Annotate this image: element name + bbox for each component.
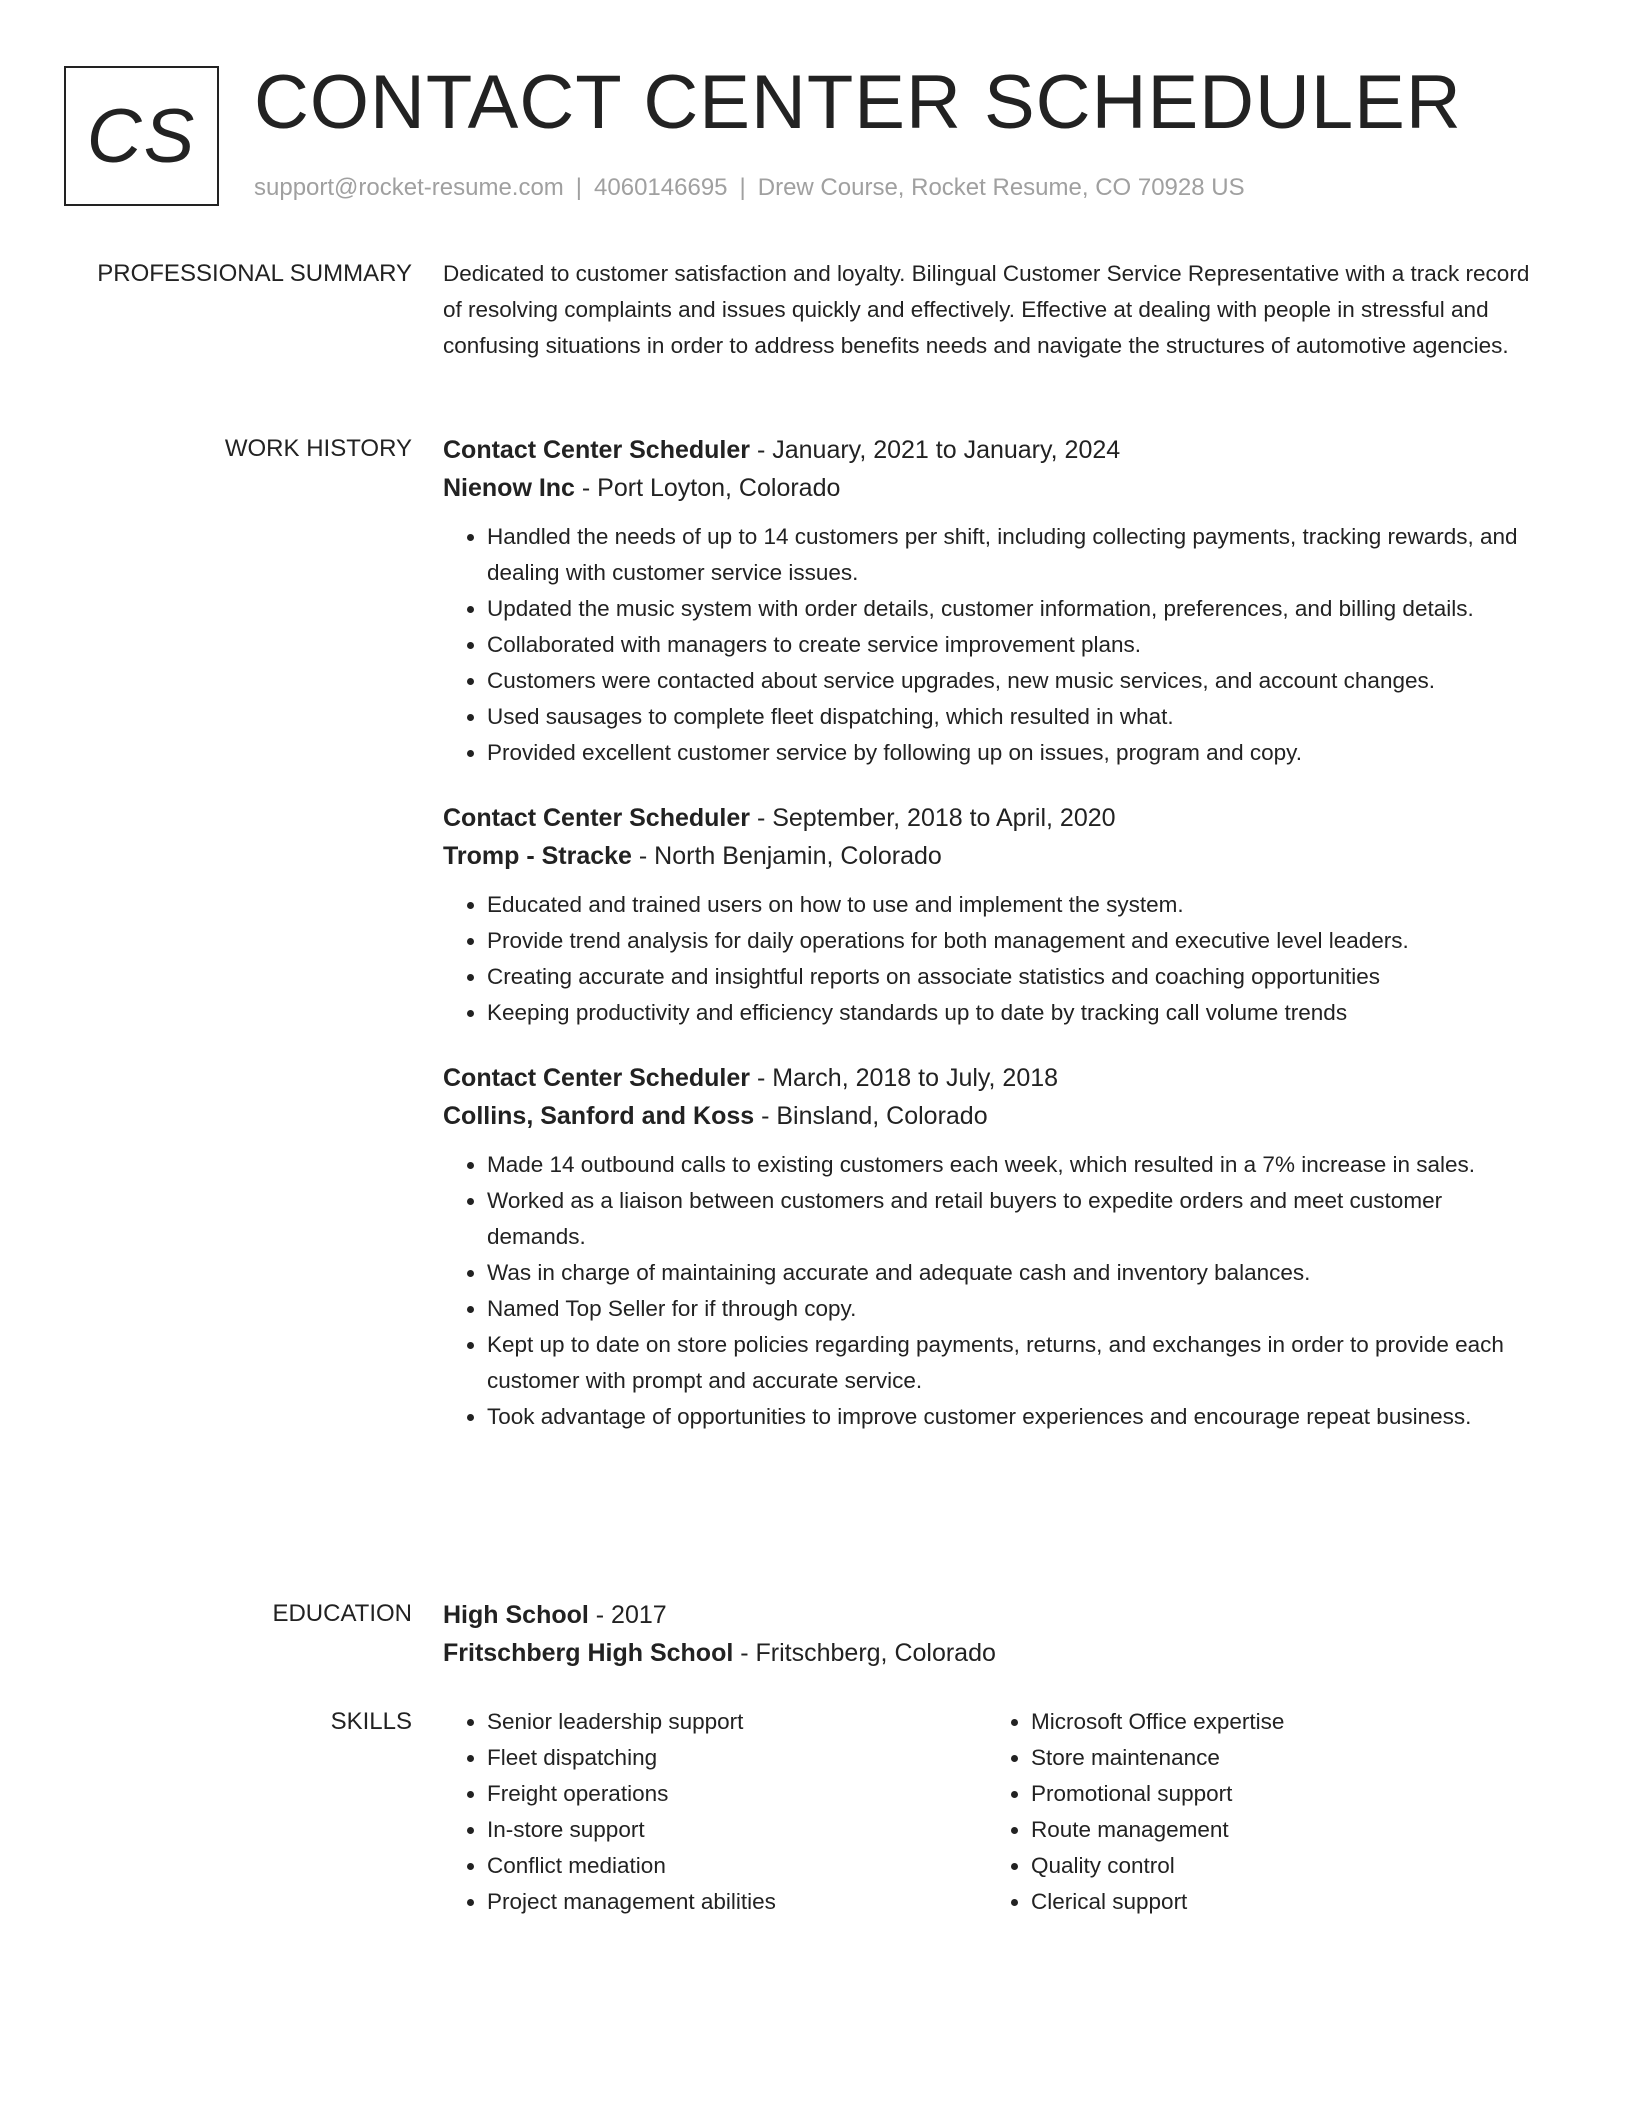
job-bullets [443,1147,1533,1435]
job-location: - Port Loyton, Colorado [574,474,841,502]
skills-body [443,1704,1533,1920]
section-label-summary: PROFESSIONAL SUMMARY [97,260,412,287]
job-title: Contact Center Scheduler [443,804,751,832]
contact-phone: 4060146695 [594,174,728,201]
skill-item: • Quality control [1031,1848,1531,1884]
skill-item: • Fleet dispatching [487,1740,987,1776]
job-bullet: • Made 14 outbound calls to existing customers each week, which resulted in a 7% increase in sales. [487,1147,1533,1183]
monogram-box [64,66,219,206]
job-entry [443,1059,1533,1435]
job-bullet: • Worked as a liaison between customers and retail buyers to expedite orders and meet customer demands. [487,1183,1533,1255]
summary-text: Dedicated to customer satisfaction and loyalty. Bilingual Customer Service Representative with a track record of resolving complaints and issues quickly and effectively. Effective at dealing with people in stressful and confusing situations in order to address benefits needs and navigate the structures of automotive agencies. [443,261,1530,358]
section-label-work-history: WORK HISTORY [224,435,412,462]
skill-item: • Microsoft Office expertise [1031,1704,1531,1740]
job-bullet: • Was in charge of maintaining accurate and adequate cash and inventory balances. [487,1255,1533,1291]
job-company: Collins, Sanford and Koss [443,1102,755,1130]
job-bullet: • Kept up to date on store policies regarding payments, returns, and exchanges in order to provide each customer with prompt and accurate service. [487,1327,1533,1399]
job-entry [443,799,1533,1031]
job-title-line [443,431,1533,469]
job-company-line [443,837,1533,875]
job-title-line [443,1059,1533,1097]
skill-item: • Project management abilities [487,1884,987,1920]
job-dates: - January, 2021 to January, 2024 [750,436,1121,464]
skills-list-left [443,1704,987,1920]
job-bullet: • Provide trend analysis for daily operations for both management and executive level leaders. [487,923,1533,959]
education-school-line [443,1634,1533,1672]
skill-item: • Promotional support [1031,1776,1531,1812]
job-bullet: • Used sausages to complete fleet dispatching, which resulted in what. [487,699,1533,735]
education-degree: High School [443,1601,589,1629]
job-company: Nienow Inc [443,474,575,502]
job-company-line [443,1097,1533,1135]
contact-separator: | [739,174,746,201]
job-title-line [443,799,1533,837]
job-bullets [443,887,1533,1031]
skill-item: • Store maintenance [1031,1740,1531,1776]
skill-item: • Senior leadership support [487,1704,987,1740]
job-dates: - September, 2018 to April, 2020 [750,804,1116,832]
contact-separator: | [575,174,583,201]
job-location: - North Benjamin, Colorado [631,842,942,870]
skill-item: • Freight operations [487,1776,987,1812]
education-school: Fritschberg High School [443,1639,734,1667]
contact-email: support@rocket-resume.com [254,174,564,201]
job-title: Contact Center Scheduler [443,1064,751,1092]
job-bullet: • Updated the music system with order details, customer information, preferences, and billing details. [487,591,1533,627]
skill-item: • In-store support [487,1812,987,1848]
job-dates: - March, 2018 to July, 2018 [750,1064,1059,1092]
skill-item: • Conflict mediation [487,1848,987,1884]
candidate-name: CONTACT CENTER SCHEDULER [254,60,1462,145]
job-bullet: • Provided excellent customer service by following up on issues, program and copy. [487,735,1533,771]
section-label-skills: SKILLS [330,1708,412,1735]
education-degree-line [443,1596,1533,1634]
job-company-line [443,469,1533,507]
job-bullet: • Educated and trained users on how to use and implement the system. [487,887,1533,923]
job-bullet: • Took advantage of opportunities to improve customer experiences and encourage repeat business. [487,1399,1533,1435]
job-company: Tromp - Stracke [443,842,632,870]
job-bullet: • Named Top Seller for if through copy. [487,1291,1533,1327]
education-body [443,1596,1533,1672]
job-entry [443,431,1533,771]
education-location: - Fritschberg, Colorado [733,1639,996,1667]
job-title: Contact Center Scheduler [443,436,751,464]
section-label-education: EDUCATION [272,1600,412,1627]
education-year: - 2017 [588,1601,667,1629]
contact-line [254,174,1245,202]
skills-list-right [987,1704,1531,1920]
job-location: - Binsland, Colorado [754,1102,988,1130]
job-bullet: • Creating accurate and insightful reports on associate statistics and coaching opportunities [487,959,1533,995]
contact-address: Drew Course, Rocket Resume, CO 70928 US [757,174,1245,201]
work-history-body [443,431,1533,1435]
job-bullet: • Keeping productivity and efficiency standards up to date by tracking call volume trends [487,995,1533,1031]
skill-item: • Route management [1031,1812,1531,1848]
job-bullet: • Collaborated with managers to create service improvement plans. [487,627,1533,663]
job-bullet: • Customers were contacted about service upgrades, new music services, and account changes. [487,663,1533,699]
skill-item: • Clerical support [1031,1884,1531,1920]
monogram-initials: CS [86,93,197,179]
job-bullets [443,519,1533,771]
job-bullet: • Handled the needs of up to 14 customers per shift, including collecting payments, tracking rewards, and dealing with customer service issues. [487,519,1533,591]
